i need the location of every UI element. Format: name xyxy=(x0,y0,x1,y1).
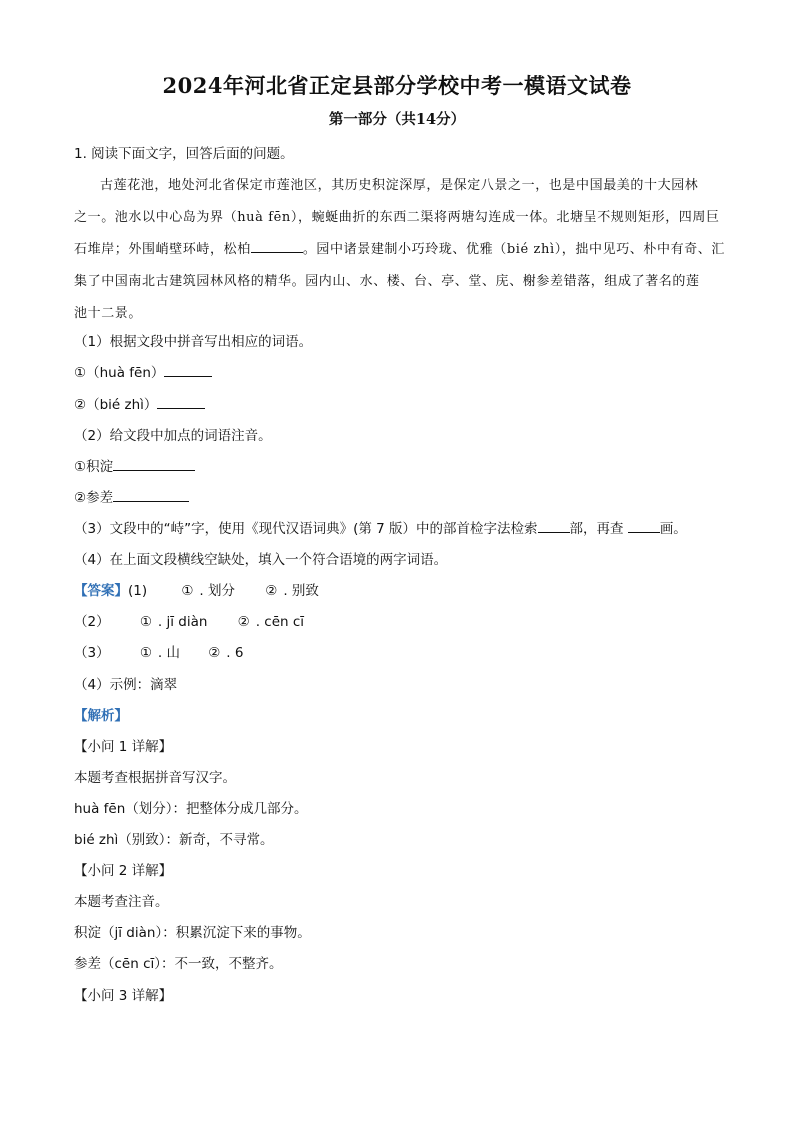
sub2-item-b xyxy=(74,486,189,506)
question-stem: 1. 阅读下面文字，回答后面的问题。 xyxy=(74,146,294,162)
analysis-q1-line-2: huà fēn（划分）：把整体分成几部分。 xyxy=(74,801,308,817)
passage-line-1: 古莲花池，地处河北省保定市莲池区，其历史积淀深厚，是保定八景之一，也是中国最美的十大园林 xyxy=(100,178,699,193)
answer-r2-a-mark: ① xyxy=(139,614,152,630)
answer-row-3 xyxy=(74,641,243,661)
sub3-text-1: （3）文段中的“峙”字，使用《现代汉语词典》(第 7 版）中的部首检字法检索 xyxy=(74,521,538,537)
answer-blank xyxy=(113,457,195,472)
passage-blank xyxy=(251,239,303,253)
analysis-label: 【解析】 xyxy=(74,708,128,724)
answer-row-1 xyxy=(74,579,319,599)
sub1-item-b xyxy=(74,393,205,413)
sub1-prompt: （1）根据文段中拼音写出相应的词语。 xyxy=(74,334,313,350)
answer-blank xyxy=(113,488,189,503)
answer-r1-b: . 别致 xyxy=(283,583,319,599)
section-subtitle: 第一部分（共14分） xyxy=(328,111,466,128)
answer-r3-num: （3） xyxy=(74,645,110,661)
analysis-q1-line-3: bié zhì（别致）：新奇，不寻常。 xyxy=(74,832,274,848)
answer-r3-b-mark: ② xyxy=(208,645,221,661)
answer-blank xyxy=(628,519,660,534)
sub2-item-a xyxy=(74,455,195,475)
analysis-q1-line-1: 本题考查根据拼音写汉字。 xyxy=(74,770,236,786)
answer-r3-a-mark: ① xyxy=(139,645,152,661)
analysis-q3-head: 【小问 3 详解】 xyxy=(74,988,173,1004)
answer-r3-a: . 山 xyxy=(157,645,180,661)
answer-r1-num: (1) xyxy=(128,583,148,599)
analysis-q1-head: 【小问 1 详解】 xyxy=(74,739,173,755)
passage-line-5: 池十二景。 xyxy=(74,306,143,321)
answer-r1-a: . 划分 xyxy=(199,583,236,599)
sub2-prompt: （2）给文段中加点的词语注音。 xyxy=(74,428,272,444)
sub1-item-a-label: ①（huà fēn） xyxy=(74,365,165,381)
passage-line-4: 集了中国南北古建筑园林风格的精华。园内山、水、楼、台、亭、堂、庑、榭参差错落，组成了著名的莲 xyxy=(74,274,700,289)
answer-r1-a-mark: ① xyxy=(181,583,194,599)
analysis-q2-head: 【小问 2 详解】 xyxy=(74,863,173,879)
answer-r2-b-mark: ② xyxy=(237,614,250,630)
passage-line-3 xyxy=(74,238,725,257)
answer-row-4: （4）示例：滴翠 xyxy=(74,677,178,693)
sub1-item-b-label: ②（bié zhì） xyxy=(74,397,158,413)
answer-r2-b: . cēn cī xyxy=(255,614,305,630)
answer-r3-b: . 6 xyxy=(226,645,244,661)
sub1-item-a xyxy=(74,361,212,381)
sub3-text-3: 画。 xyxy=(659,521,687,537)
answer-row-2 xyxy=(74,610,304,630)
answer-r2-a: . jī diàn xyxy=(157,614,208,630)
passage-line-3-part-b: 。园中诸景建制小巧玲珑、优雅（bié zhì），拙中见巧、朴中有奇、汇 xyxy=(302,242,725,257)
answer-blank xyxy=(157,395,205,410)
analysis-q2-line-3: 参差（cēn cī）：不一致，不整齐。 xyxy=(74,956,283,972)
analysis-q2-line-1: 本题考查注音。 xyxy=(74,894,169,910)
answer-label: 【答案】 xyxy=(74,583,128,599)
sub3-prompt xyxy=(74,517,687,537)
sub4-prompt: （4）在上面文段横线空缺处，填入一个符合语境的两字词语。 xyxy=(74,552,448,568)
passage-line-3-part-a: 石堆岸；外围峭壁环峙，松柏 xyxy=(74,242,251,257)
sub2-item-b-label: ②参差 xyxy=(74,490,114,506)
answer-blank xyxy=(164,363,212,378)
analysis-q2-line-2: 积淀（jī diàn）：积累沉淀下来的事物。 xyxy=(74,925,311,941)
sub3-text-2: 部，再查 xyxy=(569,521,628,537)
answer-r1-b-mark: ② xyxy=(265,583,278,599)
sub2-item-a-label: ①积淀 xyxy=(74,459,114,475)
answer-blank xyxy=(538,519,570,534)
passage-line-2: 之一。池水以中心岛为界（huà fēn），蜿蜒曲折的东西二渠将两塘勾连成一体。北塘呈不规则矩形，四周巨 xyxy=(74,210,720,225)
answer-r2-num: （2） xyxy=(74,614,110,630)
page-title: 2024年河北省正定县部分学校中考一模语文试卷 xyxy=(162,73,632,98)
